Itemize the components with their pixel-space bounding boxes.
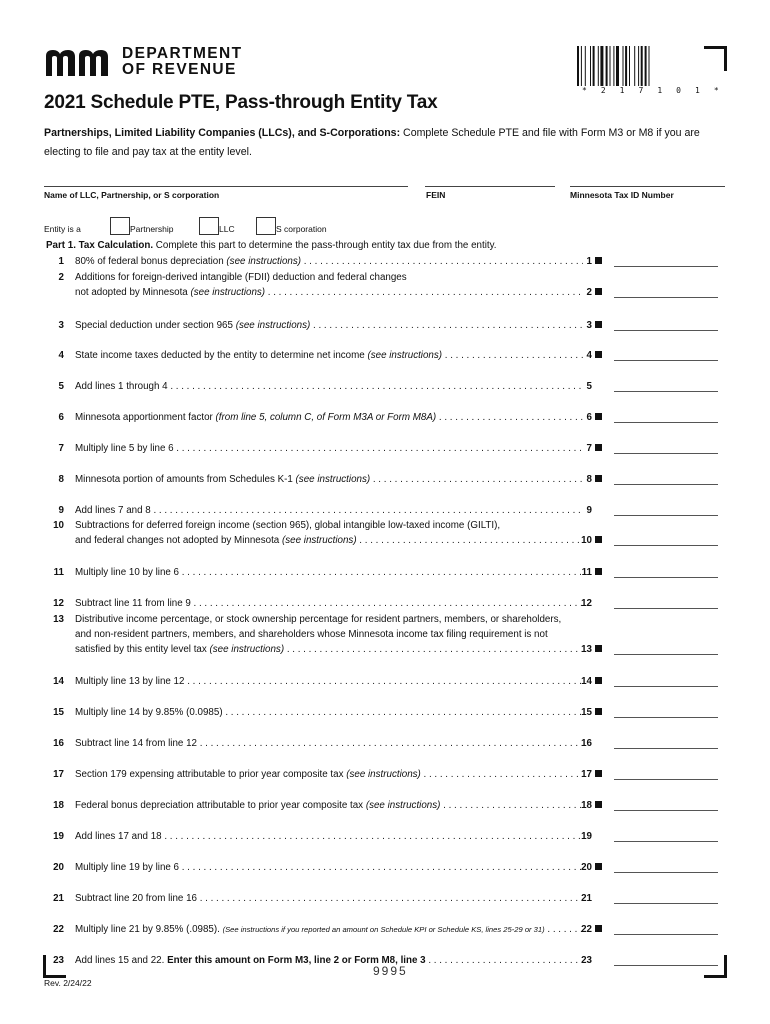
name-field[interactable] bbox=[44, 186, 408, 187]
line-1-amount-input[interactable] bbox=[614, 255, 718, 267]
required-marker-icon bbox=[595, 413, 602, 420]
line-box-number bbox=[560, 379, 602, 394]
line-21-amount-input[interactable] bbox=[614, 892, 718, 904]
scan-corner-top-right bbox=[704, 46, 727, 71]
line-note: (see instructions) bbox=[235, 320, 311, 331]
line-note: (see instructions) bbox=[295, 474, 371, 485]
line-box-number bbox=[560, 533, 602, 548]
line-label: Multiply line 10 by line 6 bbox=[75, 567, 180, 578]
agency-name bbox=[122, 46, 243, 78]
line-8-amount-input[interactable] bbox=[614, 473, 718, 485]
line-10-amount-input[interactable] bbox=[614, 534, 718, 546]
mn-tax-id-field[interactable] bbox=[570, 186, 725, 187]
required-marker-icon bbox=[595, 536, 602, 543]
line-box-label: 12 bbox=[581, 598, 592, 609]
line-box-number bbox=[560, 565, 602, 580]
line-2-amount-input[interactable] bbox=[614, 286, 718, 298]
required-marker-icon bbox=[595, 257, 602, 264]
required-marker-icon bbox=[595, 321, 602, 328]
form-id: 9995 bbox=[373, 964, 408, 978]
line-label: Special deduction under section 965 bbox=[75, 320, 236, 331]
line-box-number bbox=[560, 860, 602, 875]
line-number: 20 bbox=[53, 862, 64, 873]
line-box-label: 3 bbox=[586, 320, 592, 331]
line-14-amount-input[interactable] bbox=[614, 675, 718, 687]
name-label: Name of LLC, Partnership, or S corporation bbox=[44, 190, 220, 200]
line-number: 18 bbox=[53, 800, 64, 811]
line-note: (see instructions) bbox=[226, 256, 302, 267]
required-marker-icon bbox=[595, 568, 602, 575]
line-number: 7 bbox=[58, 443, 64, 454]
line-label: Add lines 1 through 4 bbox=[75, 381, 168, 392]
line-9-amount-input[interactable] bbox=[614, 504, 718, 516]
line-label: Subtractions for deferred foreign income (section 965), global intangible low-taxed income (GILTI), bbox=[75, 520, 501, 531]
line-7-amount-input[interactable] bbox=[614, 442, 718, 454]
line-22-amount-input[interactable] bbox=[614, 923, 718, 935]
line-label-cont2: satisfied by this entity level tax bbox=[75, 644, 210, 655]
line-number: 21 bbox=[53, 893, 64, 904]
partnership-checkbox[interactable] bbox=[110, 217, 130, 235]
line-number: 3 bbox=[58, 320, 64, 331]
line-box-number bbox=[560, 674, 602, 689]
line-note: (see instructions) bbox=[281, 535, 357, 546]
barcode-bar bbox=[585, 46, 586, 86]
line-12-amount-input[interactable] bbox=[614, 597, 718, 609]
line-number: 16 bbox=[53, 738, 64, 749]
barcode-bar bbox=[600, 46, 603, 86]
line-note: (see instructions) bbox=[209, 644, 285, 655]
line-number: 19 bbox=[53, 831, 64, 842]
line-box-number bbox=[560, 441, 602, 456]
required-marker-icon bbox=[595, 863, 602, 870]
line-label: Add lines 7 and 8 bbox=[75, 505, 151, 516]
agency-line1: DEPARTMENT bbox=[122, 45, 243, 62]
line-box-label: 19 bbox=[581, 831, 592, 842]
required-marker-icon bbox=[595, 645, 602, 652]
line-label: Subtract line 20 from line 16 bbox=[75, 893, 197, 904]
required-marker-icon bbox=[595, 475, 602, 482]
barcode bbox=[577, 46, 677, 86]
line-label: Multiply line 13 by line 12 bbox=[75, 676, 185, 687]
line-label: Add lines 15 and 22. bbox=[75, 955, 168, 966]
line-label: Distributive income percentage, or stock ownership percentage for resident partners, members, or shareholders, bbox=[75, 614, 562, 625]
barcode-bar bbox=[649, 46, 650, 86]
required-marker-icon bbox=[595, 288, 602, 295]
required-marker-icon bbox=[595, 925, 602, 932]
line-box-number bbox=[560, 503, 602, 518]
line-19-amount-input[interactable] bbox=[614, 830, 718, 842]
part1-heading-bold: Part 1. Tax Calculation. bbox=[46, 240, 154, 251]
line-number: 23 bbox=[53, 955, 64, 966]
line-box-label: 5 bbox=[586, 381, 592, 392]
intro-rest: Complete Schedule PTE and file with Form M3 or M8 if you are electing to file and pay tax at the entity level. bbox=[44, 127, 700, 158]
line-3-amount-input[interactable] bbox=[614, 319, 718, 331]
line-number: 22 bbox=[53, 924, 64, 935]
line-label-cont: and non-resident partners, members, and shareholders whose Minnesota income tax filing requirement is not bbox=[75, 629, 548, 640]
line-label: Add lines 17 and 18 bbox=[75, 831, 162, 842]
line-label: Multiply line 14 by 9.85% (0.0985) bbox=[75, 707, 223, 718]
line-number: 17 bbox=[53, 769, 64, 780]
llc-checkbox[interactable] bbox=[199, 217, 219, 235]
fein-field[interactable] bbox=[425, 186, 555, 187]
line-label: Minnesota apportionment factor bbox=[75, 412, 216, 423]
line-box-number bbox=[560, 348, 602, 363]
required-marker-icon bbox=[595, 351, 602, 358]
line-6-amount-input[interactable] bbox=[614, 411, 718, 423]
barcode-bar bbox=[613, 46, 614, 86]
line-box-label: 7 bbox=[586, 443, 592, 454]
line-20-amount-input[interactable] bbox=[614, 861, 718, 873]
barcode-bar bbox=[593, 46, 595, 86]
partnership-label: Partnership bbox=[130, 224, 174, 234]
line-box-label: 16 bbox=[581, 738, 592, 749]
line-box-number bbox=[560, 891, 602, 906]
barcode-bar bbox=[641, 46, 643, 86]
barcode-bar bbox=[577, 46, 579, 86]
line-label: Section 179 expensing attributable to prior year composite tax bbox=[75, 769, 347, 780]
line-number: 10 bbox=[53, 520, 64, 531]
llc-label: LLC bbox=[219, 224, 235, 234]
barcode-number: * 2 1 7 1 0 1 * bbox=[582, 86, 724, 95]
line-note: (see instructions) bbox=[190, 287, 266, 298]
line-23-amount-input[interactable] bbox=[614, 954, 718, 966]
barcode-bar bbox=[598, 46, 599, 86]
line-label: 80% of federal bonus depreciation bbox=[75, 256, 227, 267]
line-box-number bbox=[560, 705, 602, 720]
line-box-label: 11 bbox=[581, 567, 592, 578]
line-box-label: 13 bbox=[581, 644, 592, 655]
line-17-amount-input[interactable] bbox=[614, 768, 718, 780]
line-number: 14 bbox=[53, 676, 64, 687]
barcode-bar bbox=[581, 46, 582, 86]
line-label: Federal bonus depreciation attributable to prior year composite tax bbox=[75, 800, 366, 811]
mn-logo-icon bbox=[44, 46, 120, 78]
line-label-cont: not adopted by Minnesota bbox=[75, 287, 191, 298]
line-label-cont: and federal changes not adopted by Minnesota bbox=[75, 535, 282, 546]
mn-tax-id-label: Minnesota Tax ID Number bbox=[570, 190, 674, 200]
line-box-label: 9 bbox=[586, 505, 592, 516]
line-label: Subtract line 11 from line 9 bbox=[75, 598, 191, 609]
barcode-bar bbox=[606, 46, 608, 86]
line-note: (see instructions) bbox=[367, 350, 443, 361]
required-marker-icon bbox=[595, 444, 602, 451]
line-box-number bbox=[560, 410, 602, 425]
fein-label: FEIN bbox=[426, 190, 446, 200]
line-4-amount-input[interactable] bbox=[614, 349, 718, 361]
required-marker-icon bbox=[595, 770, 602, 777]
agency-line2: OF REVENUE bbox=[122, 61, 237, 78]
line-label: Multiply line 19 by line 6 bbox=[75, 862, 180, 873]
barcode-bar bbox=[616, 46, 619, 86]
line-box-number bbox=[560, 798, 602, 813]
line-box-number bbox=[560, 829, 602, 844]
line-label: Minnesota portion of amounts from Schedules K-1 bbox=[75, 474, 296, 485]
line-note: (See instructions if you reported an amount on Schedule KPI or Schedule KS, lines 25-29 or 31) bbox=[222, 925, 545, 934]
line-label: Multiply line 5 by line 6 bbox=[75, 443, 174, 454]
barcode-bar bbox=[629, 46, 630, 86]
entity-label: Entity is a bbox=[44, 224, 81, 234]
line-box-label: 10 bbox=[581, 535, 592, 546]
s-corporation-checkbox[interactable] bbox=[256, 217, 276, 235]
line-note: (see instructions) bbox=[365, 800, 441, 811]
required-marker-icon bbox=[595, 708, 602, 715]
line-box-number bbox=[560, 318, 602, 333]
line-box-label: 6 bbox=[586, 412, 592, 423]
line-note: (from line 5, column C, of Form M3A or Form M8A) bbox=[215, 412, 437, 423]
line-box-number bbox=[560, 922, 602, 937]
line-box-label: 14 bbox=[581, 676, 592, 687]
line-box-number bbox=[560, 642, 602, 657]
line-number: 5 bbox=[58, 381, 64, 392]
barcode-bar bbox=[590, 46, 591, 86]
required-marker-icon bbox=[595, 801, 602, 808]
line-number: 1 bbox=[58, 256, 64, 267]
line-box-label: 17 bbox=[581, 769, 592, 780]
line-box-number bbox=[560, 953, 602, 968]
line-box-label: 1 bbox=[586, 256, 592, 267]
revision-date: Rev. 2/24/22 bbox=[44, 978, 92, 988]
page-title: 2021 Schedule PTE, Pass-through Entity Tax bbox=[44, 92, 438, 113]
line-11-amount-input[interactable] bbox=[614, 566, 718, 578]
line-18-amount-input[interactable] bbox=[614, 799, 718, 811]
intro-bold: Partnerships, Limited Liability Companies (LLCs), and S-Corporations: bbox=[44, 127, 401, 139]
line-box-label: 22 bbox=[581, 924, 592, 935]
line-number: 15 bbox=[53, 707, 64, 718]
line-5-amount-input[interactable] bbox=[614, 380, 718, 392]
line-13-amount-input[interactable] bbox=[614, 643, 718, 655]
barcode-bar bbox=[623, 46, 624, 86]
barcode-bar bbox=[634, 46, 635, 86]
line-box-number bbox=[560, 767, 602, 782]
line-16-amount-input[interactable] bbox=[614, 737, 718, 749]
required-marker-icon bbox=[595, 677, 602, 684]
line-number: 12 bbox=[53, 598, 64, 609]
line-number: 2 bbox=[58, 272, 64, 283]
part1-heading bbox=[46, 240, 497, 251]
line-number: 13 bbox=[53, 614, 64, 625]
s-corporation-label: S corporation bbox=[276, 224, 327, 234]
line-box-number bbox=[560, 736, 602, 751]
line-number: 6 bbox=[58, 412, 64, 423]
line-number: 4 bbox=[58, 350, 64, 361]
line-box-label: 15 bbox=[581, 707, 592, 718]
line-label: State income taxes deducted by the entity to determine net income bbox=[75, 350, 368, 361]
line-15-amount-input[interactable] bbox=[614, 706, 718, 718]
line-label: Subtract line 14 from line 12 bbox=[75, 738, 197, 749]
line-number: 11 bbox=[53, 567, 64, 578]
line-label: Additions for foreign-derived intangible (FDII) deduction and federal changes bbox=[75, 272, 407, 283]
line-box-label: 4 bbox=[586, 350, 592, 361]
line-note: (see instructions) bbox=[346, 769, 421, 780]
barcode-bar bbox=[625, 46, 627, 86]
line-box-label: 23 bbox=[581, 955, 592, 966]
line-box-label: 18 bbox=[581, 800, 592, 811]
line-number: 8 bbox=[58, 474, 64, 485]
line-label: Multiply line 21 by 9.85% (.0985). bbox=[75, 924, 223, 935]
intro-text bbox=[44, 124, 724, 162]
line-box-label: 2 bbox=[586, 287, 592, 298]
part1-heading-rest: Complete this part to determine the pass-through entity tax due from the entity. bbox=[153, 240, 497, 251]
barcode-bar bbox=[645, 46, 647, 86]
barcode-bar bbox=[610, 46, 611, 86]
line-box-number bbox=[560, 254, 602, 269]
barcode-bar bbox=[638, 46, 639, 86]
line-number: 9 bbox=[58, 505, 64, 516]
line-label-bold: Enter this amount on Form M3, line 2 or Form M8, line 3 bbox=[167, 955, 426, 966]
line-box-number bbox=[560, 472, 602, 487]
line-box-number bbox=[560, 596, 602, 611]
line-box-number bbox=[560, 285, 602, 300]
line-box-label: 8 bbox=[586, 474, 592, 485]
line-box-label: 21 bbox=[581, 893, 592, 904]
line-box-label: 20 bbox=[581, 862, 592, 873]
